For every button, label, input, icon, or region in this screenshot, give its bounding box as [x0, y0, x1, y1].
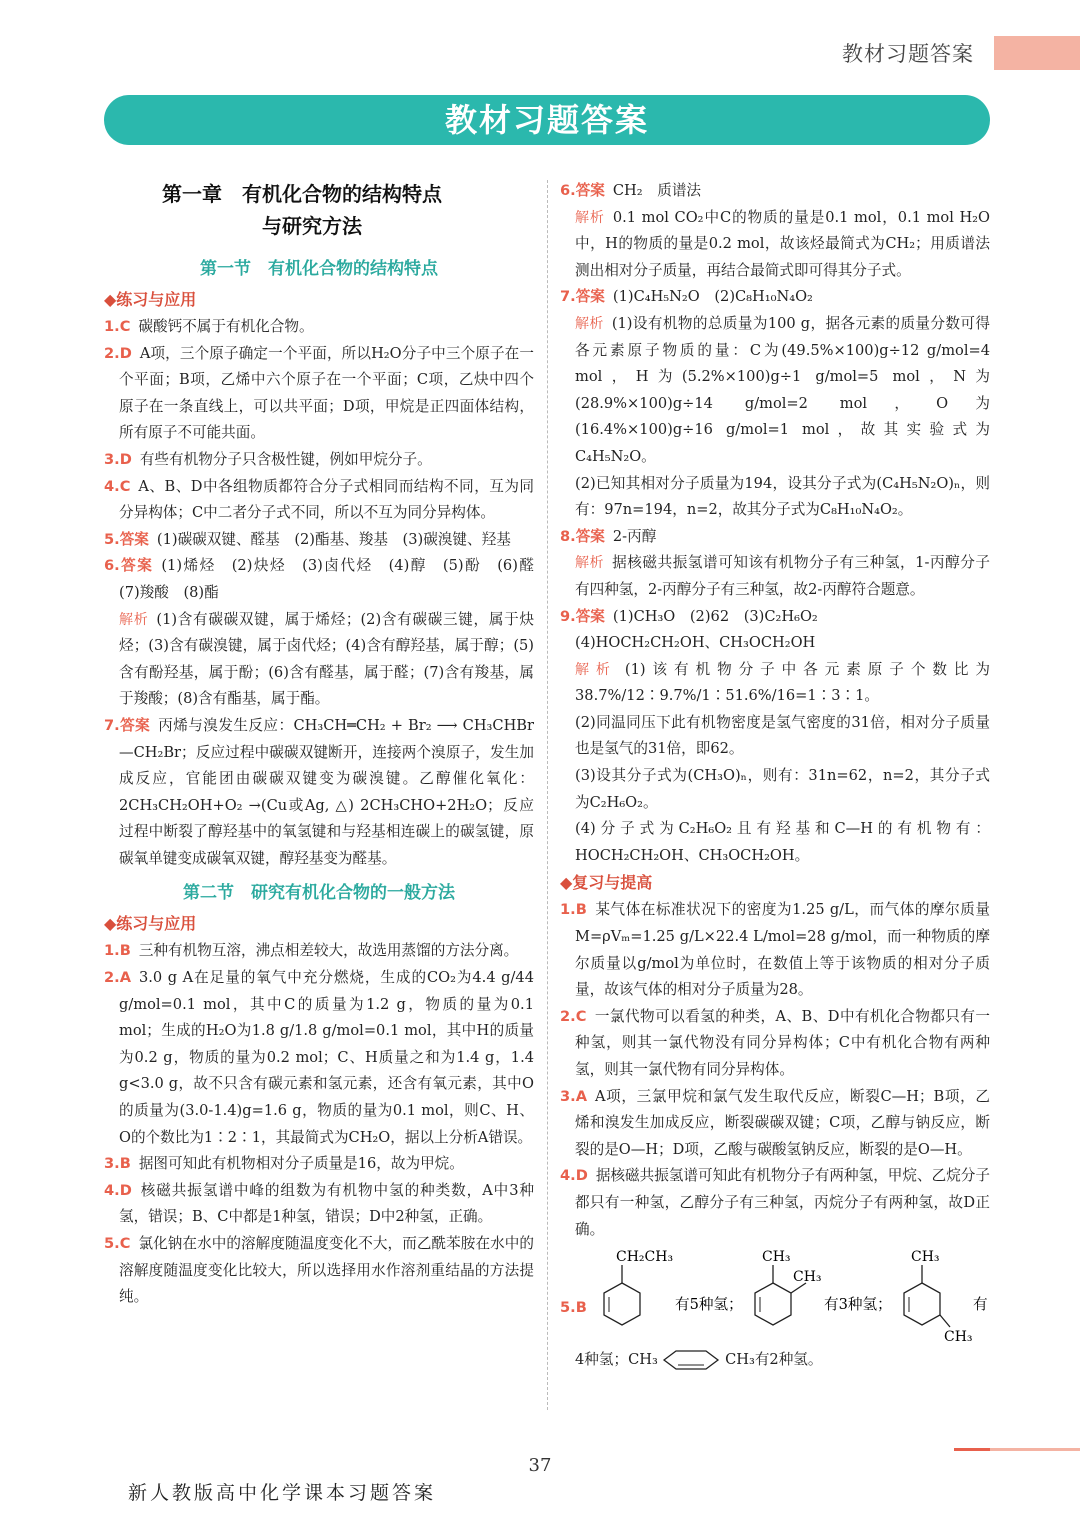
s2-item-1	[104, 938, 534, 965]
item-number: 7.答案	[560, 288, 605, 306]
chapter-title-line2: 与研究方法	[262, 214, 362, 238]
section1-subtitle: ◆练习与应用	[104, 290, 197, 309]
item-number: 5.B	[560, 1299, 587, 1317]
s1-item-5	[104, 527, 534, 554]
s2-item-7	[560, 284, 990, 311]
header-accent-block	[994, 36, 1080, 70]
s1-item-4	[104, 474, 534, 527]
s2-item-4	[104, 1178, 534, 1231]
page-number: 37	[528, 1455, 552, 1476]
analysis-tag: 解析	[575, 209, 605, 226]
item-text: A、B、D中各组物质都符合分子式相同而结构不同，互为同分异构体；C中二者分子式不同，所以不互为同分异构体。	[119, 477, 534, 522]
s1-item-7	[104, 713, 534, 873]
s2-item-9-line2: (4)HOCH₂CH₂OH、CH₃OCH₂OH	[575, 634, 816, 652]
item-text: (1)CH₃O (2)62 (3)C₂H₆O₂	[612, 607, 818, 625]
s2-item-7-analysis	[560, 311, 990, 471]
r-item-5-last-line	[575, 1347, 823, 1374]
item-number: 2.D	[104, 344, 132, 362]
item-number: 4.D	[560, 1167, 588, 1185]
m-xylene-structure	[904, 1265, 950, 1327]
item-number: 2.C	[560, 1007, 587, 1025]
item-text: 有些有机物分子只含极性键，例如甲烷分子。	[139, 450, 432, 468]
analysis-text: (1)含有碳碳双键，属于烯烃；(2)含有碳碳三键，属于炔烃；(3)含有碳溴键，属于卤代烃；(4)含有醇羟基，属于醇；(5)含有酚羟基，属于酚；(6)含有醛基，属于醛；(7)含有羧基，属于羧酸；(8)含有酯基，属于酯。	[119, 610, 534, 708]
analysis-tag: 解析	[575, 661, 617, 678]
item-number: 7.答案	[104, 716, 151, 734]
item-number: 9.答案	[560, 607, 605, 625]
r-item-1	[560, 897, 990, 1003]
s2-item-6-analysis	[560, 205, 990, 285]
item-text: (1)碳碳双键、醛基 (2)酯基、羧基 (3)碳溴键、羟基	[156, 530, 511, 548]
s1-item-2	[104, 341, 534, 447]
structures-svg	[560, 1243, 990, 1343]
sub-methyl-4: CH₃	[944, 1329, 973, 1344]
s1-item-6-analysis	[104, 607, 534, 713]
ethylbenzene-structure	[604, 1265, 640, 1325]
item-number: 6.答案	[104, 557, 154, 575]
item-number: 2.A	[104, 969, 131, 987]
item-number: 1.C	[104, 318, 131, 335]
left-column	[104, 178, 549, 1311]
s1-item-1	[104, 314, 534, 341]
section2-title: 第二节 研究有机化合物的一般方法	[183, 883, 455, 904]
item-text: 核磁共振氢谱中峰的组数为有机物中氢的种类数，A中3种氢，错误；B、C中都是1种氢，错误；D中2种氢，正确。	[119, 1181, 534, 1226]
item-number: 8.答案	[560, 527, 605, 545]
struct3-text: 有	[973, 1296, 988, 1314]
sub-ethyl: CH₂CH₃	[616, 1249, 674, 1266]
s2-item-8-analysis	[560, 550, 990, 603]
item-text: A项，三氯甲烷和氯气发生取代反应，断裂C—H；B项，乙烯和溴发生加成反应，断裂碳碳双键；C项，乙醇与钠反应，断裂的是O—H；D项，乙酸与碳酸氢钠反应，断裂的是O—H。	[575, 1087, 990, 1158]
item-text: 碳酸钙不属于有机化合物。	[138, 318, 314, 335]
analysis-text: 据核磁共振氢谱可知该有机物分子有三种氢，1-丙醇分子有四种氢，2-丙醇分子有三种氢，故2-丙醇符合题意。	[575, 554, 991, 598]
s2-item-9-analysis	[560, 657, 990, 710]
item-number: 5.答案	[104, 530, 149, 548]
analysis-tag: 解析	[119, 611, 149, 628]
item-number: 3.A	[560, 1087, 587, 1105]
item-number: 3.B	[104, 1155, 131, 1173]
analysis-tag: 解析	[575, 315, 604, 332]
p-xylene-ring	[662, 1349, 720, 1371]
analysis-text: (1)设有机物的总质量为100 g，据各元素的质量分数可得各元素原子物质的量：C为(49.5%×100)g÷12 g/mol=4 mol，H为(5.2%×100)g÷1 g/mol=5 mol，N为(28.9%×100)g÷14 g/mol=2 mol，O为(16.4%×100)g÷16 g/mol=1 mol，故其实验式为C₄H₅N₂O。	[575, 314, 991, 465]
section2-subtitle: ◆练习与应用	[104, 914, 197, 934]
sub-methyl-3: CH₃	[911, 1249, 940, 1266]
item-number: 5.C	[104, 1235, 131, 1252]
item-number: 4.D	[104, 1181, 132, 1199]
s2-item-3	[104, 1151, 534, 1178]
analysis-text: (1)该有机物分子中各元素原子个数比为38.7%/12∶9.7%/1∶51.6%/16=1∶3∶1。	[575, 660, 990, 705]
sub-methyl-2: CH₃	[793, 1269, 822, 1286]
item-text: 3.0 g A在足量的氧气中充分燃烧，生成的CO₂为4.4 g/44 g/mol=0.1 mol，其中C的质量为1.2 g，物质的量为0.1 mol；生成的H₂O为1.8 g/1.8 g/mol=0.1 mol，其中H的质量为0.2 g，物质的量为0.2 mol；C、H质量之和为1.4 g，1.4 g<3.0 g，故不只含有碳元素和氢元素，还含有氧元素，其中O的质量为(3.0-1.4)g=1.6 g，物质的量为0.1 mol，则C、H、O的个数比为1∶2∶1，其最简式为CH₂O，据以上分析A错误。	[119, 969, 534, 1146]
item-text: (1)烯烃 (2)炔烃 (3)卤代烃 (4)醇 (5)酚 (6)醛 (7)羧酸 (8)酯	[119, 557, 549, 601]
item-number: 1.B	[104, 942, 131, 960]
r-item-5-structures	[560, 1243, 990, 1373]
page-banner: 教材习题答案	[104, 95, 990, 145]
book-title: 新人教版高中化学课本习题答案	[128, 1482, 437, 1504]
s2-item-9-analysis-2: (2)同温同压下此有机物密度是氢气密度的31倍，相对分子质量也是氢气的31倍，即62。	[575, 713, 990, 758]
last-line-a: 4种氢；CH₃	[575, 1351, 658, 1369]
struct1-text: 有5种氢；	[675, 1296, 743, 1314]
s2-item-6	[560, 178, 990, 205]
struct2-text: 有3种氢；	[824, 1296, 892, 1314]
item-number: 3.D	[104, 450, 132, 468]
item-text: (1)C₄H₅N₂O (2)C₈H₁₀N₄O₂	[612, 288, 813, 306]
s2-item-9-analysis-4: (4)分子式为C₂H₆O₂且有羟基和C—H的有机物有：HOCH₂CH₂OH、CH₃OCH₂OH。	[575, 820, 990, 864]
r-item-2	[560, 1004, 990, 1084]
analysis-tag: 解析	[575, 555, 605, 572]
item-text: A项，三个原子确定一个平面，所以H₂O分子中三个原子在一个平面；B项，乙烯中六个原子在一个平面；C项，乙炔中四个原子在一条直线上，可以共平面；D项，甲烷是正四面体结构，所有原子不可能共面。	[119, 344, 534, 442]
header-section-title: 教材习题答案	[842, 42, 974, 66]
item-number: 1.B	[560, 901, 587, 919]
s2-item-7-analysis-2: (2)已知其相对分子质量为194，设其分子式为(C₄H₅N₂O)ₙ，则有：97n=194，n=2，故其分子式为C₈H₁₀N₄O₂。	[575, 474, 990, 519]
section1-title: 第一节 有机化合物的结构特点	[200, 259, 438, 279]
item-text: 2-丙醇	[612, 527, 657, 545]
item-text: 一氯代物可以看氢的种类，A、B、D中有机化合物都只有一种氢，则其一氯代物没有同分异构体；C中有机化合物有两种氢，则其一氯代物有同分异构体。	[575, 1007, 990, 1078]
s1-item-6	[104, 553, 549, 606]
r-item-3	[560, 1084, 990, 1164]
column-divider	[547, 180, 548, 1410]
right-column	[560, 178, 990, 1373]
s2-item-9-analysis-3: (3)设其分子式为(CH₃O)ₙ，则有：31n=62，n=2，其分子式为C₂H₆O₂。	[575, 767, 990, 811]
analysis-text: 0.1 mol CO₂中C的物质的量是0.1 mol，0.1 mol H₂O中，H的物质的量是0.2 mol，故该烃最简式为CH₂；用质谱法测出相对分子质量，再结合最简式即可得其分子式。	[575, 208, 990, 279]
item-number: 4.C	[104, 477, 131, 495]
s1-item-3	[104, 447, 534, 474]
s2-item-2	[104, 965, 534, 1151]
last-line-b: CH₃有2种氢。	[725, 1351, 823, 1369]
s2-item-9	[560, 604, 990, 631]
item-text: 三种有机物互溶，沸点相差较大，故选用蒸馏的方法分离。	[138, 942, 519, 960]
item-text: 据图可知此有机物相对分子质量是16，故为甲烷。	[138, 1155, 464, 1173]
s2-item-8	[560, 524, 990, 551]
sub-methyl-1: CH₃	[762, 1249, 791, 1266]
footer-accent-line-dark	[954, 1448, 990, 1451]
r-item-4	[560, 1163, 990, 1243]
chapter-title	[104, 178, 534, 242]
s2-item-5	[104, 1231, 534, 1311]
item-text: 某气体在标准状况下的密度为1.25 g/L，而气体的摩尔质量M=ρVₘ=1.25 g/L×22.4 L/mol=28 g/mol，而一种物质的摩尔质量以g/mol为单位时，在数值上等于该物质的相对分子质量，故该气体的相对分子质量为28。	[575, 901, 990, 999]
item-number: 6.答案	[560, 182, 605, 199]
chapter-title-line1: 第一章 有机化合物的结构特点	[162, 182, 442, 206]
item-text: 丙烯与溴发生反应：CH₃CH═CH₂ + Br₂ ⟶ CH₃CHBr—CH₂Br；反应过程中碳碳双键断开，连接两个溴原子，发生加成反应，官能团由碳碳双键变为碳溴键。乙醇催化氧化：2CH₃CH₂OH+O₂ →(Cu或Ag, △) 2CH₃CHO+2H₂O；反应过程中断裂了醇羟基中的氧氢键和与羟基相连碳上的碳氢键，原碳氧单键变成碳氧双键，醇羟基变为醛基。	[119, 716, 534, 867]
item-text: CH₂ 质谱法	[612, 182, 702, 199]
item-text: 据核磁共振氢谱可知此有机物分子有两种氢，甲烷、乙烷分子都只有一种氢，乙醇分子有三种氢，丙烷分子有两种氢，故D正确。	[575, 1167, 990, 1238]
item-text: 氯化钠在水中的溶解度随温度变化不大，而乙酰苯胺在水中的溶解度随温度变化比较大，所以选择用水作溶剂重结晶的方法提纯。	[119, 1235, 534, 1306]
review-subtitle: ◆复习与提高	[560, 873, 653, 893]
